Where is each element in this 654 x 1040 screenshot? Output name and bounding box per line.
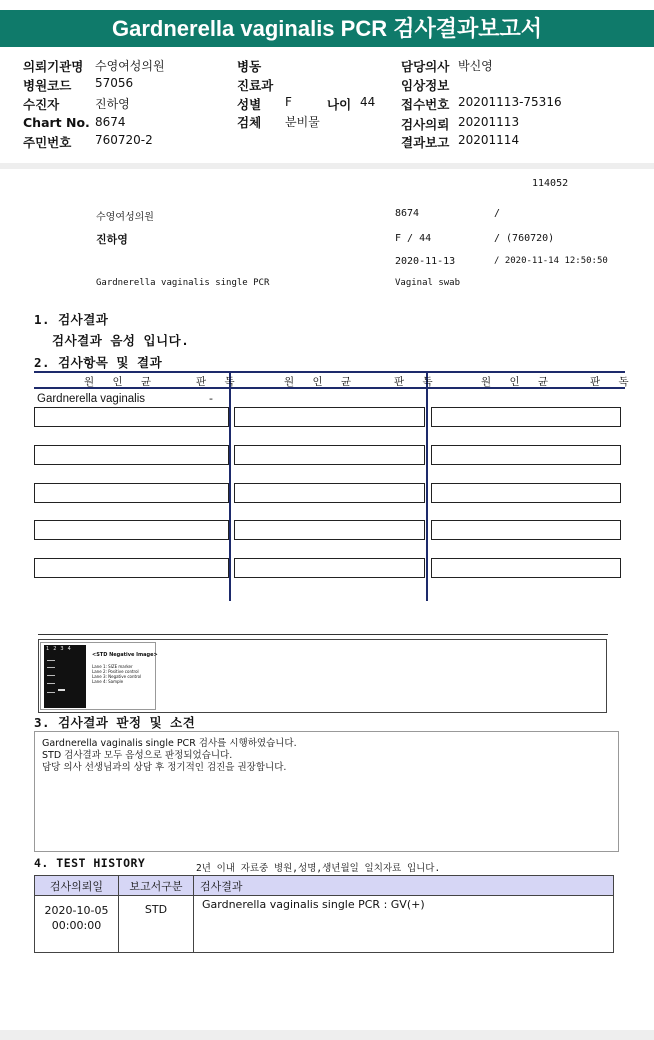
result-box [234, 407, 425, 427]
chart-value: 8674 [95, 115, 126, 129]
detail-chart: 8674 [395, 208, 420, 219]
result-box [234, 558, 425, 578]
pathogen-name: Gardnerella vaginalis [37, 393, 146, 405]
gel-image-frame [38, 639, 607, 713]
age-label: 나이 [327, 97, 352, 112]
gel-lanes [44, 645, 86, 708]
gel-caption-title: <STD Negative Image> [92, 652, 158, 658]
ward-label: 병동 [237, 59, 262, 74]
column-divider-2 [426, 373, 428, 601]
col1-result: 판 독 [196, 376, 241, 388]
result-box [34, 520, 229, 540]
result-box [34, 445, 229, 465]
patient-label: 수진자 [23, 97, 60, 112]
id-value: 760720-2 [95, 133, 153, 147]
gel-caption-line: Lane 4: Sample [92, 679, 124, 684]
result-box [431, 520, 621, 540]
request-value: 20201113 [458, 115, 520, 129]
col2-pathogen: 원 인 균 [284, 376, 358, 388]
opinion-line: 담당 의사 선생님과의 상담 후 정기적인 검진을 권장합니다. [42, 762, 287, 773]
table-top-rule [34, 371, 625, 373]
col3-result: 판 독 [590, 376, 635, 388]
specimen-value: 분비물 [285, 115, 320, 129]
sex-value: F [285, 95, 292, 109]
column-divider-1 [229, 373, 231, 601]
report-title: Gardnerella vaginalis PCR 검사결과보고서 [0, 10, 654, 47]
history-note: 2년 이내 자료중 병원,성명,생년월일 일치자료 입니다. [196, 863, 441, 874]
report-label: 결과보고 [401, 135, 450, 150]
report-number: 114052 [532, 178, 569, 189]
detail-sex-age: F / 44 [395, 233, 432, 244]
history-col-date: 검사의뢰일 [35, 876, 119, 896]
detail-slash: / [494, 208, 501, 219]
lane-numbers: 1234 [46, 646, 75, 652]
opinion-line: STD 검사결과 모두 음성으로 판정되었습니다. [42, 750, 233, 761]
result-box [431, 558, 621, 578]
doctor-label: 담당의사 [401, 59, 450, 74]
id-label: 주민번호 [23, 135, 72, 150]
hospital-label: 의뢰기관명 [23, 59, 84, 74]
receipt-label: 접수번호 [401, 97, 450, 112]
sex-label: 성별 [237, 97, 262, 112]
footer-divider [0, 1030, 654, 1040]
col1-pathogen: 원 인 균 [84, 376, 158, 388]
section1-title: 1. 검사결과 [34, 312, 109, 327]
report-value: 20201114 [458, 133, 520, 147]
specimen-label: 검체 [237, 115, 262, 130]
table-row [35, 896, 614, 953]
detail-date1: 2020-11-13 [395, 256, 456, 267]
section2-title: 2. 검사항목 및 결과 [34, 355, 163, 370]
gel-image [40, 642, 156, 710]
code-value: 57056 [95, 76, 134, 90]
result-box [431, 483, 621, 503]
receipt-value: 20201113-75316 [458, 95, 562, 109]
age-value: 44 [360, 95, 376, 109]
section4-title: 4. TEST HISTORY [34, 856, 146, 870]
detail-date2: / 2020-11-14 12:50:50 [494, 256, 608, 266]
header-divider [0, 163, 654, 169]
clinical-label: 임상정보 [401, 78, 450, 93]
result-box [234, 483, 425, 503]
opinion-box [34, 731, 619, 852]
chart-label: Chart No. [23, 115, 90, 130]
pathogen-result: - [209, 392, 213, 405]
result-box [34, 558, 229, 578]
positive-band [58, 689, 65, 691]
result-box [34, 483, 229, 503]
result-box [234, 520, 425, 540]
patient-value: 진하영 [95, 97, 130, 111]
detail-birth: / (760720) [494, 233, 555, 244]
history-date: 2020-10-05 [44, 904, 109, 917]
dept-label: 진료과 [237, 78, 274, 93]
opinion-text [42, 738, 297, 774]
section3-title: 3. 검사결과 판정 및 소견 [34, 715, 196, 730]
col3-pathogen: 원 인 균 [481, 376, 555, 388]
detail-sample: Vaginal swab [395, 278, 461, 288]
result-box [34, 407, 229, 427]
detail-hospital: 수영여성의원 [96, 212, 154, 223]
history-time: 00:00:00 [51, 919, 102, 932]
gel-caption-line: Lane 1: SIZE marker [92, 664, 133, 669]
col2-result: 판 독 [394, 376, 439, 388]
opinion-line: Gardnerella vaginalis single PCR 검사를 시행하였습니다. [42, 738, 297, 749]
result-box [234, 445, 425, 465]
code-label: 병원코드 [23, 78, 72, 93]
result-box [431, 445, 621, 465]
detail-patient: 진하영 [96, 233, 128, 246]
history-col-type: 보고서구분 [119, 876, 194, 896]
detail-test: Gardnerella vaginalis single PCR [96, 278, 270, 288]
history-type: STD [119, 896, 194, 953]
result-box [431, 407, 621, 427]
history-date-cell [35, 896, 119, 953]
request-label: 검사의뢰 [401, 117, 450, 132]
history-header-row [35, 876, 614, 896]
history-result: Gardnerella vaginalis single PCR : GV(+) [194, 896, 614, 953]
gel-caption-line: Lane 3: Negative control [92, 674, 142, 679]
history-col-result: 검사결과 [194, 876, 614, 896]
doctor-value: 박신영 [458, 59, 493, 73]
history-table [34, 875, 614, 953]
gel-caption-line: Lane 2: Positive control [92, 669, 139, 674]
hospital-value: 수영여성의원 [95, 59, 165, 73]
gel-top-rule [38, 634, 608, 635]
section1-text: 검사결과 음성 입니다. [52, 333, 190, 348]
